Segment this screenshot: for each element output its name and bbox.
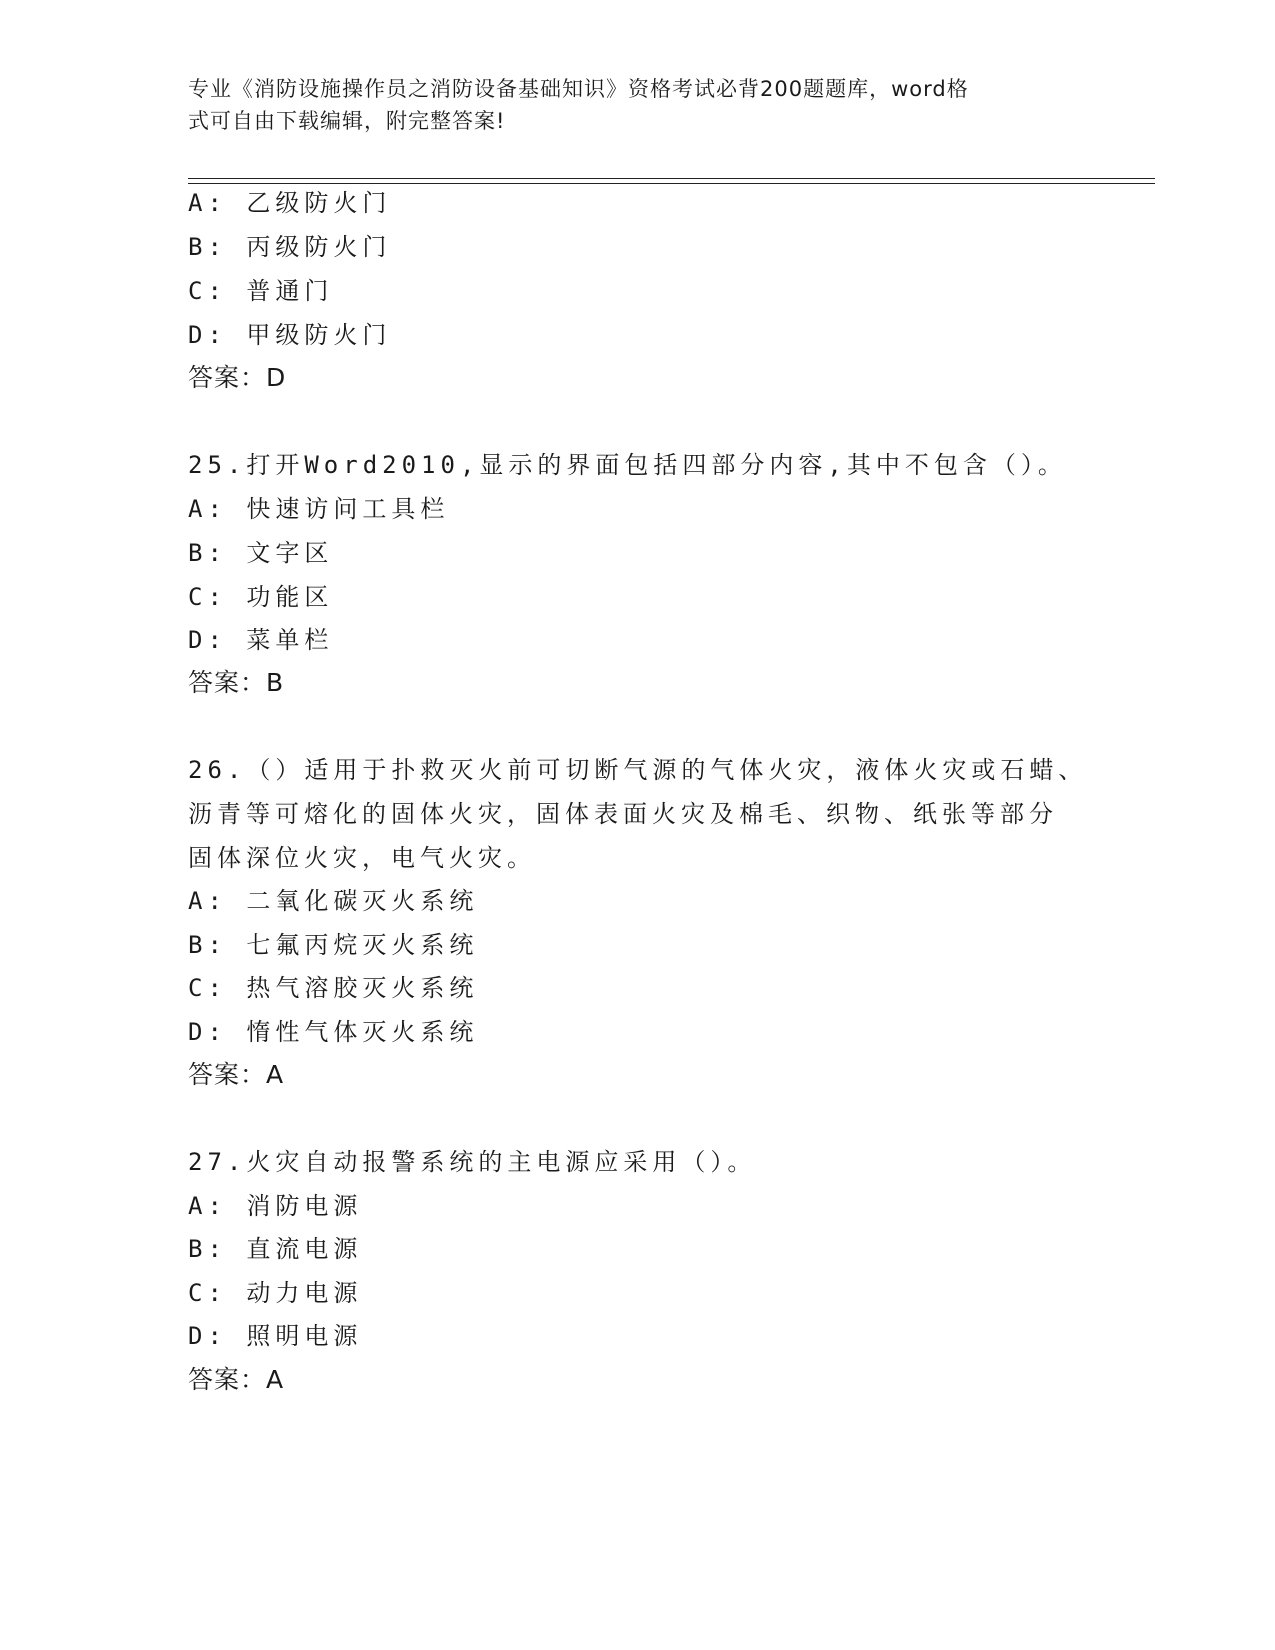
- document-header: [188, 73, 1068, 137]
- q25-option-d: D: 菜单栏: [188, 626, 334, 654]
- header-line-2: 式可自由下载编辑，附完整答案!: [188, 109, 506, 133]
- q24-option-a: A: 乙级防火门: [188, 189, 392, 217]
- q27-option-d: D: 照明电源: [188, 1322, 363, 1350]
- q27-answer: 答案：A: [188, 1365, 285, 1394]
- q25-option-c: C: 功能区: [188, 583, 334, 611]
- header-divider-bottom: [188, 183, 1155, 184]
- q27-question: 27.火灾自动报警系统的主电源应采用（）。: [188, 1148, 757, 1176]
- q24-option-c: C: 普通门: [188, 277, 334, 305]
- header-divider-top: [188, 178, 1155, 179]
- q25-option-a: A: 快速访问工具栏: [188, 495, 450, 523]
- q26-option-b: B: 七氟丙烷灭火系统: [188, 931, 479, 959]
- q24-option-b: B: 丙级防火门: [188, 233, 392, 261]
- q26-option-a: A: 二氧化碳灭火系统: [188, 887, 479, 915]
- header-line-1: 专业《消防设施操作员之消防设备基础知识》资格考试必背200题题库，word格: [188, 77, 969, 101]
- q27-option-b: B: 直流电源: [188, 1235, 363, 1263]
- q25-question: 25.打开Word2010,显示的界面包括四部分内容,其中不包含（）。: [188, 451, 1067, 479]
- q26-option-d: D: 惰性气体灭火系统: [188, 1018, 479, 1046]
- q25-option-b: B: 文字区: [188, 539, 334, 567]
- q26-question-line-3: 固体深位火灾，电气火灾。: [188, 844, 536, 872]
- q27-option-a: A: 消防电源: [188, 1192, 363, 1220]
- q24-option-d: D: 甲级防火门: [188, 321, 392, 349]
- q27-option-c: C: 动力电源: [188, 1279, 363, 1307]
- q26-answer: 答案：A: [188, 1060, 285, 1089]
- q25-answer: 答案：B: [188, 668, 285, 697]
- q24-answer: 答案：D: [188, 363, 287, 392]
- q26-question-line-1: 26.（）适用于扑救灭火前可切断气源的气体火灾，液体火灾或石蜡、: [188, 756, 1088, 784]
- q26-option-c: C: 热气溶胶灭火系统: [188, 974, 479, 1002]
- q26-question-line-2: 沥青等可熔化的固体火灾，固体表面火灾及棉毛、织物、纸张等部分: [188, 800, 1058, 828]
